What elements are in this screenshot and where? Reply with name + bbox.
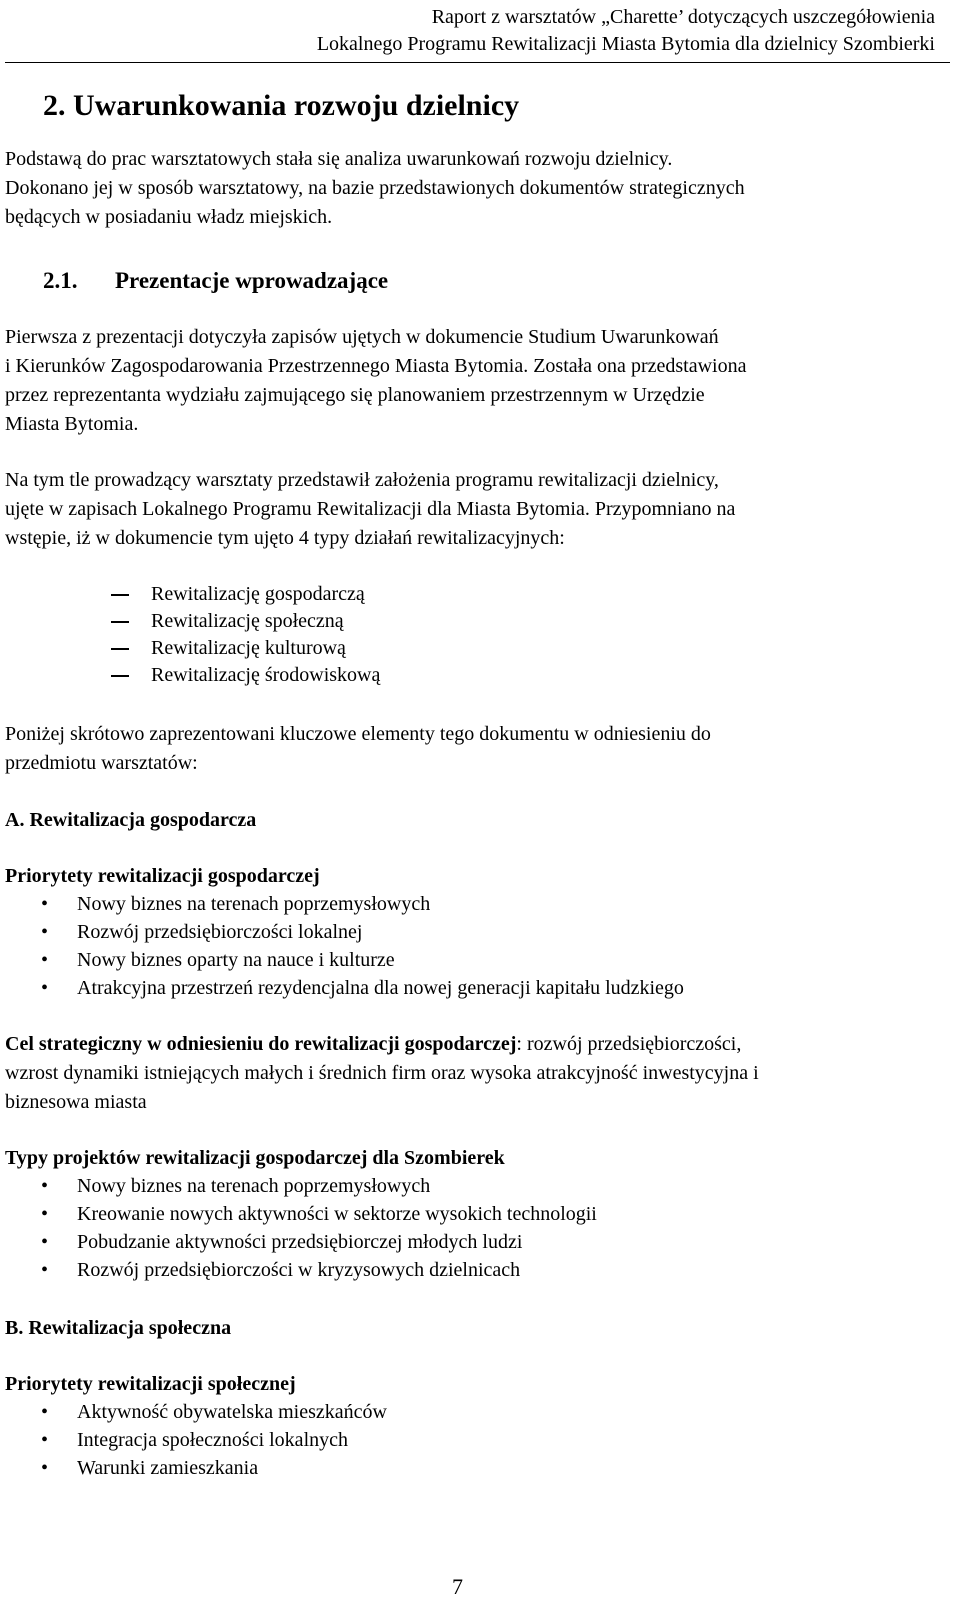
- running-header: [317, 4, 935, 58]
- section-title: 2. Uwarunkowania rozwoju dzielnicy: [43, 89, 520, 122]
- paragraph-line: biznesowa miasta: [5, 1091, 147, 1113]
- list-item: • Aktywność obywatelska mieszkańców: [5, 1398, 935, 1426]
- list-item: • Warunki zamieszkania: [5, 1454, 935, 1482]
- paragraph-1: [5, 323, 935, 439]
- section-a-projects-heading: Typy projektów rewitalizacji gospodarczej dla Szombierek: [5, 1147, 505, 1169]
- subsection-title: [43, 266, 388, 296]
- paragraph-line: przez reprezentanta wydziału zajmującego się planowaniem przestrzennym w Urzędzie: [5, 384, 705, 406]
- intro-line: będących w posiadaniu władz miejskich.: [5, 206, 333, 228]
- list-item: Rewitalizację środowiskową: [151, 664, 381, 686]
- list-item: • Nowy biznes na terenach poprzemysłowych: [5, 1172, 935, 1200]
- strategic-goal-label: Cel strategiczny w odniesieniu do rewitalizacji gospodarczej: [5, 1033, 517, 1055]
- page-number: 7: [452, 1574, 463, 1599]
- bullet-icon: •: [41, 893, 49, 915]
- paragraph-line: przedmiotu warsztatów:: [5, 752, 198, 774]
- list-item: • Rozwój przedsiębiorczości lokalnej: [5, 918, 935, 946]
- section-b-priorities-heading: Priorytety rewitalizacji społecznej: [5, 1373, 296, 1395]
- list-item: • Nowy biznes oparty na nauce i kulturze: [5, 946, 935, 974]
- bullet-icon: •: [41, 1175, 49, 1197]
- list-item: • Atrakcyjna przestrzeń rezydencjalna dla nowej generacji kapitału ludzkiego: [5, 974, 935, 1002]
- revitalization-types-list: [5, 580, 935, 688]
- paragraph-line: wstępie, iż w dokumencie tym ujęto 4 typy działań rewitalizacyjnych:: [5, 527, 565, 549]
- bullet-icon: •: [41, 1203, 49, 1225]
- list-item: Rewitalizację społeczną: [151, 610, 344, 632]
- bullet-icon: •: [41, 1401, 49, 1423]
- intro-paragraph: [5, 145, 935, 232]
- bullet-icon: •: [41, 949, 49, 971]
- paragraph-line: Pierwsza z prezentacji dotyczyła zapisów ujętych w dokumencie Studium Uwarunkowań: [5, 326, 719, 348]
- list-item: • Integracja społeczności lokalnych: [5, 1426, 935, 1454]
- bullet-icon: •: [41, 1457, 49, 1479]
- subsection-title-text: Prezentacje wprowadzające: [115, 268, 389, 293]
- intro-line: Dokonano jej w sposób warsztatowy, na bazie przedstawionych dokumentów strategicznych: [5, 177, 745, 199]
- intro-line: Podstawą do prac warsztatowych stała się analiza uwarunkowań rozwoju dzielnicy.: [5, 148, 673, 170]
- subsection-number: 2.1.: [43, 268, 78, 293]
- list-item: • Nowy biznes na terenach poprzemysłowych: [5, 890, 935, 918]
- header-rule: [5, 62, 950, 63]
- list-item: Rewitalizację kulturową: [151, 637, 346, 659]
- list-item: • Kreowanie nowych aktywności w sektorze wysokich technologii: [5, 1200, 935, 1228]
- paragraph-2: [5, 466, 935, 553]
- paragraph-line: Na tym tle prowadzący warsztaty przedstawił założenia programu rewitalizacji dzielnicy,: [5, 469, 719, 491]
- paragraph-line: Miasta Bytomia.: [5, 413, 139, 435]
- paragraph-line: wzrost dynamiki istniejących małych i średnich firm oraz wysoka atrakcyjność inwestycyjna i: [5, 1062, 759, 1084]
- header-line-1: Raport z warsztatów „Charette’ dotyczących uszczegółowienia: [431, 6, 935, 28]
- section-b-priorities-list: [5, 1398, 935, 1482]
- bullet-icon: •: [41, 1259, 49, 1281]
- paragraph-line: i Kierunków Zagospodarowania Przestrzennego Miasta Bytomia. Została ona przedstawiona: [5, 355, 747, 377]
- strategic-goal-paragraph: [5, 1030, 935, 1117]
- paragraph-line: Poniżej skrótowo zaprezentowani kluczowe elementy tego dokumentu w odniesieniu do: [5, 723, 711, 745]
- paragraph-line: [5, 1030, 935, 1059]
- section-b-title: B. Rewitalizacja społeczna: [5, 1317, 232, 1339]
- paragraph-3: [5, 720, 935, 778]
- strategic-goal-text: : rozwój przedsiębiorczości,: [516, 1033, 742, 1055]
- bullet-icon: •: [41, 921, 49, 943]
- section-a-priorities-heading: Priorytety rewitalizacji gospodarczej: [5, 865, 320, 887]
- section-a-title: A. Rewitalizacja gospodarcza: [5, 809, 257, 831]
- paragraph-line: ujęte w zapisach Lokalnego Programu Rewitalizacji dla Miasta Bytomia. Przypomniano na: [5, 498, 736, 520]
- list-item: • Rozwój przedsiębiorczości w kryzysowych dzielnicach: [5, 1256, 935, 1284]
- header-line-2: Lokalnego Programu Rewitalizacji Miasta Bytomia dla dzielnicy Szombierki: [316, 33, 935, 55]
- section-a-priorities-list: [5, 890, 935, 1002]
- bullet-icon: •: [41, 977, 49, 999]
- section-a-projects-list: [5, 1172, 935, 1284]
- list-item: Rewitalizację gospodarczą: [151, 583, 365, 605]
- bullet-icon: •: [41, 1231, 49, 1253]
- list-item: • Pobudzanie aktywności przedsiębiorczej młodych ludzi: [5, 1228, 935, 1256]
- bullet-icon: •: [41, 1429, 49, 1451]
